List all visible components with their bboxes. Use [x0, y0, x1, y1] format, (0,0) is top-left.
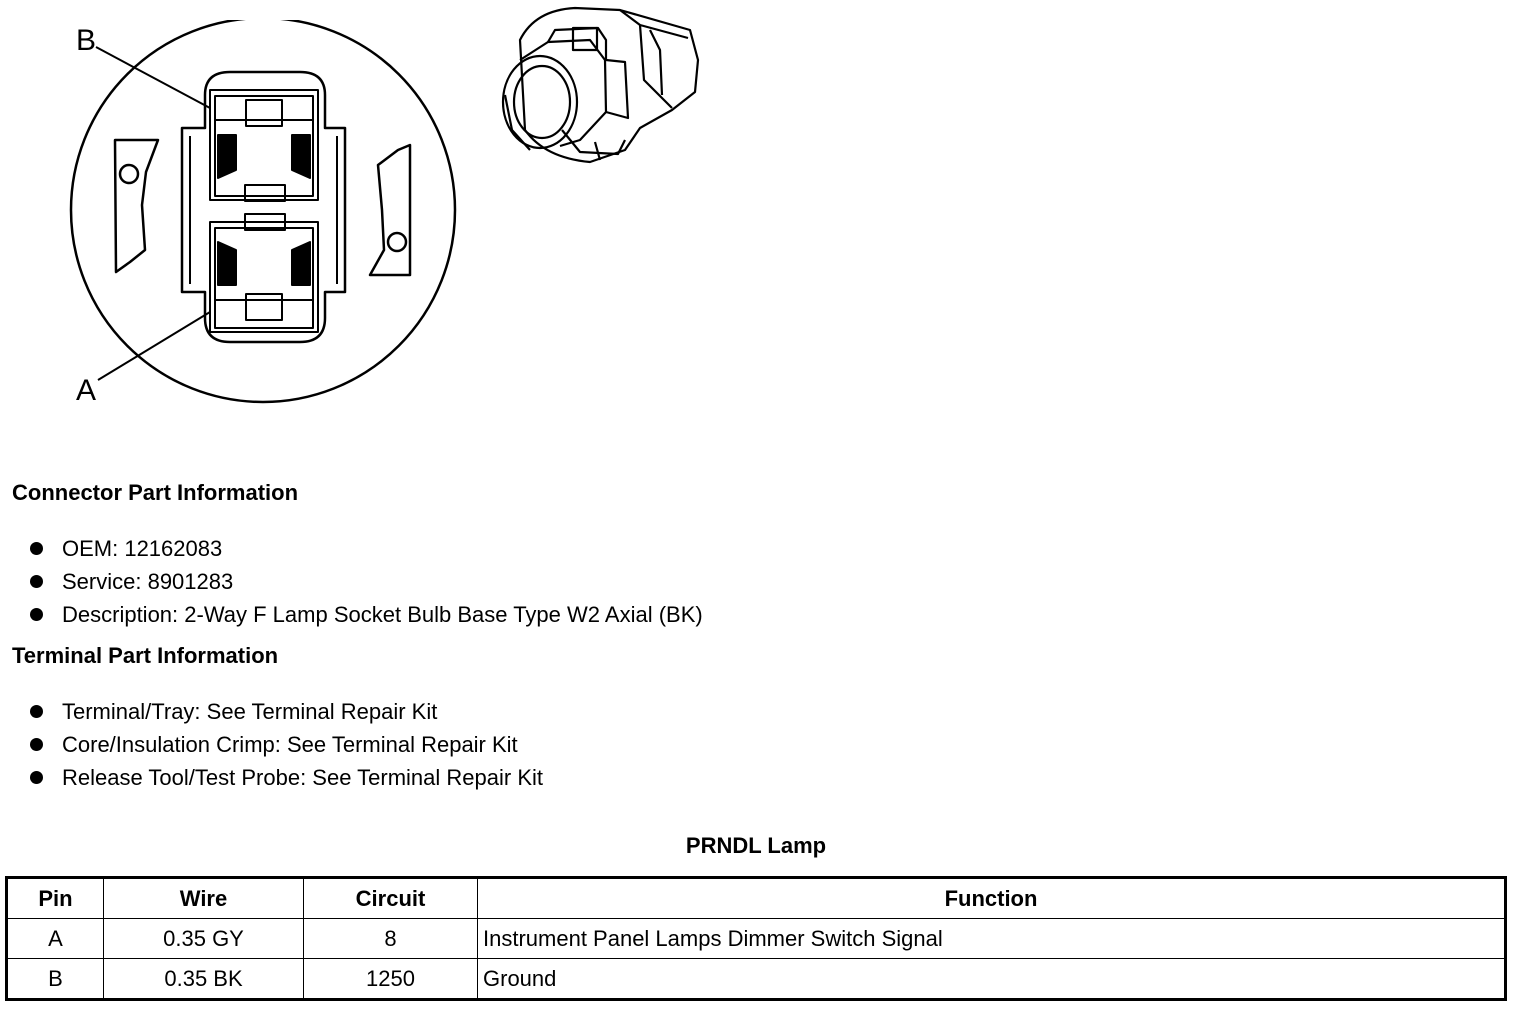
- column-header-circuit: Circuit: [304, 878, 478, 919]
- connector-part-info-heading: Connector Part Information: [12, 480, 299, 505]
- pin-cell: A: [7, 919, 104, 959]
- list-item: Core/Insulation Crimp: See Terminal Repair Kit: [0, 728, 543, 761]
- bullet-icon: [30, 542, 43, 555]
- wire-cell: 0.35 GY: [104, 919, 304, 959]
- wire-cell: 0.35 BK: [104, 959, 304, 1000]
- column-header-pin: Pin: [7, 878, 104, 919]
- connector-part-info-list: [0, 532, 703, 631]
- right-latch: [370, 145, 410, 275]
- terminal-cavity-a: [210, 214, 318, 332]
- bullet-icon: [30, 705, 43, 718]
- list-item: OEM: 12162083: [0, 532, 703, 565]
- list-item: Service: 8901283: [0, 565, 703, 598]
- table-row: [7, 959, 1506, 1000]
- function-cell: Instrument Panel Lamps Dimmer Switch Signal: [478, 919, 1506, 959]
- bullet-icon: [30, 771, 43, 784]
- terminal-part-info-heading: Terminal Part Information: [12, 643, 279, 668]
- terminal-part-info-list: [0, 695, 543, 794]
- bullet-icon: [30, 575, 43, 588]
- column-header-function: Function: [478, 878, 1506, 919]
- leader-line-a: [98, 312, 210, 380]
- table-header-row: [7, 878, 1506, 919]
- connector-face-diagram: [60, 20, 480, 410]
- pin-table-title: PRNDL Lamp: [685, 833, 827, 858]
- terminal-cavity-b: [210, 90, 318, 201]
- bullet-icon: [30, 608, 43, 621]
- circuit-cell: 1250: [304, 959, 478, 1000]
- list-item: Terminal/Tray: See Terminal Repair Kit: [0, 695, 543, 728]
- list-item: Release Tool/Test Probe: See Terminal Repair Kit: [0, 761, 543, 794]
- pin-label-a: A: [76, 374, 97, 407]
- table-row: [7, 919, 1506, 959]
- column-header-wire: Wire: [104, 878, 304, 919]
- bullet-icon: [30, 738, 43, 751]
- connector-outline: [71, 20, 455, 402]
- circuit-cell: 8: [304, 919, 478, 959]
- bulb-socket-illustration: [495, 0, 710, 170]
- pin-table: [5, 876, 1507, 1001]
- function-cell: Ground: [478, 959, 1506, 1000]
- terminal-housing: [182, 72, 345, 342]
- pin-cell: B: [7, 959, 104, 1000]
- pin-label-b: B: [76, 24, 97, 57]
- left-latch: [115, 140, 158, 272]
- list-item: Description: 2-Way F Lamp Socket Bulb Base Type W2 Axial (BK): [0, 598, 703, 631]
- leader-line-b: [96, 47, 210, 108]
